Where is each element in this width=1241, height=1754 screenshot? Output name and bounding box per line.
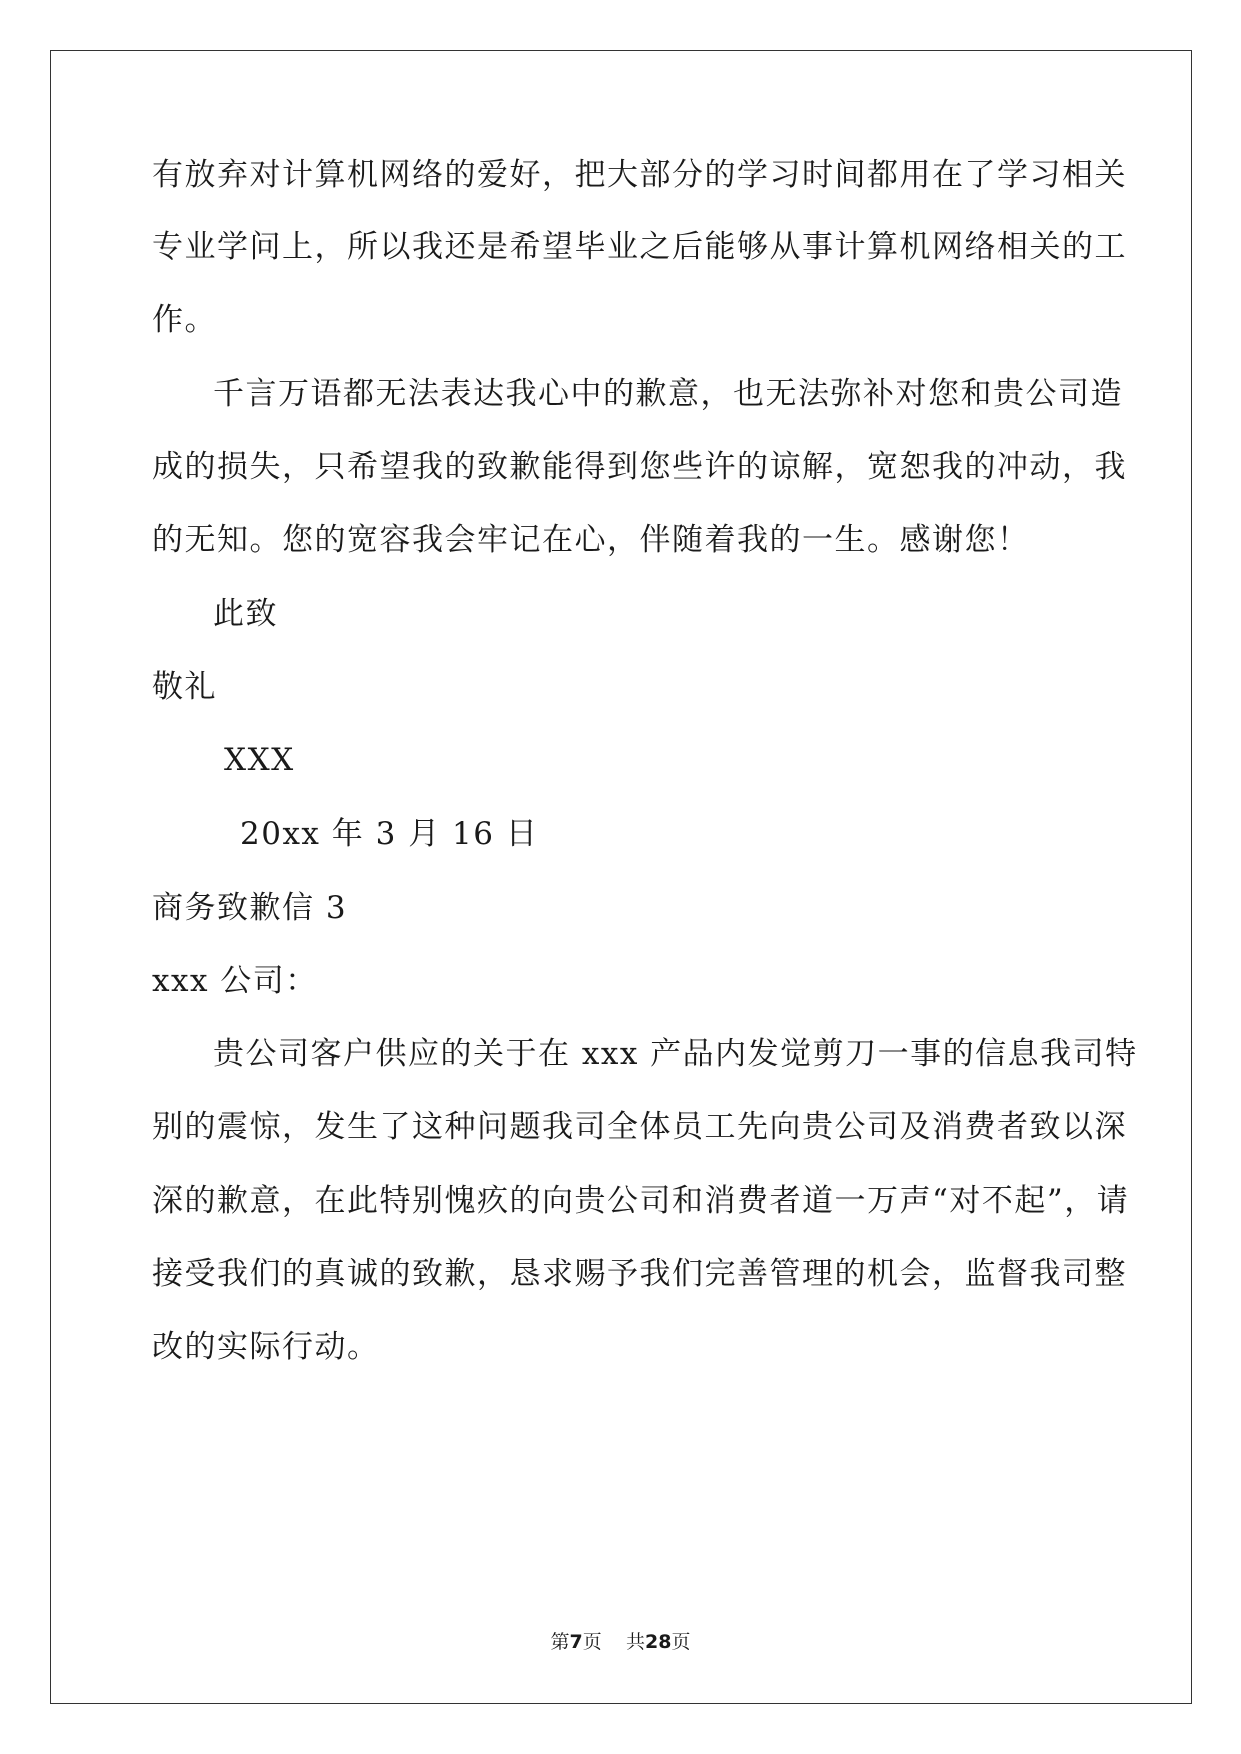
signature-date: 20xx 年 3 月 16 日 [240,816,539,852]
page-footer [0,1630,1241,1654]
closing-regards: 敬礼 [152,669,217,705]
text-line-16: 接受我们的真诚的致歉，恳求赐予我们完善管理的机会，监督我司整 [152,1256,1127,1292]
text-line-6: 的无知。您的宽容我会牢记在心，伴随着我的一生。感谢您！ [152,522,1030,558]
footer-page-suffix: 页 [582,1631,602,1653]
text-line-2: 专业学问上，所以我还是希望毕业之后能够从事计算机网络相关的工 [152,229,1127,265]
footer-page-prefix: 第 [550,1631,570,1653]
recipient: xxx 公司： [152,963,318,999]
section-title: 商务致歉信 3 [152,890,348,926]
closing-salutation: 此致 [213,596,278,632]
text-line-4: 千言万语都无法表达我心中的歉意，也无法弥补对您和贵公司造 [213,376,1123,412]
signature-name: XXX [224,742,295,778]
text-line-3: 作。 [152,302,217,338]
footer-total-prefix: 共 [625,1631,645,1653]
text-line-14: 别的震惊，发生了这种问题我司全体员工先向贵公司及消费者致以深 [152,1109,1127,1145]
footer-total-pages: 28 [644,1631,672,1653]
page-frame [50,50,1192,1704]
text-line-1: 有放弃对计算机网络的爱好，把大部分的学习时间都用在了学习相关 [152,157,1127,193]
footer-total-suffix: 页 [671,1631,691,1653]
text-line-5: 成的损失，只希望我的致歉能得到您些许的谅解，宽恕我的冲动，我 [152,449,1127,485]
text-line-17: 改的实际行动。 [152,1329,380,1365]
footer-page-number: 7 [569,1631,583,1653]
text-line-15: 深的歉意，在此特别愧疚的向贵公司和消费者道一万声“对不起”，请 [152,1183,1130,1219]
text-line-13: 贵公司客户供应的关于在 xxx 产品内发觉剪刀一事的信息我司特 [213,1036,1138,1072]
